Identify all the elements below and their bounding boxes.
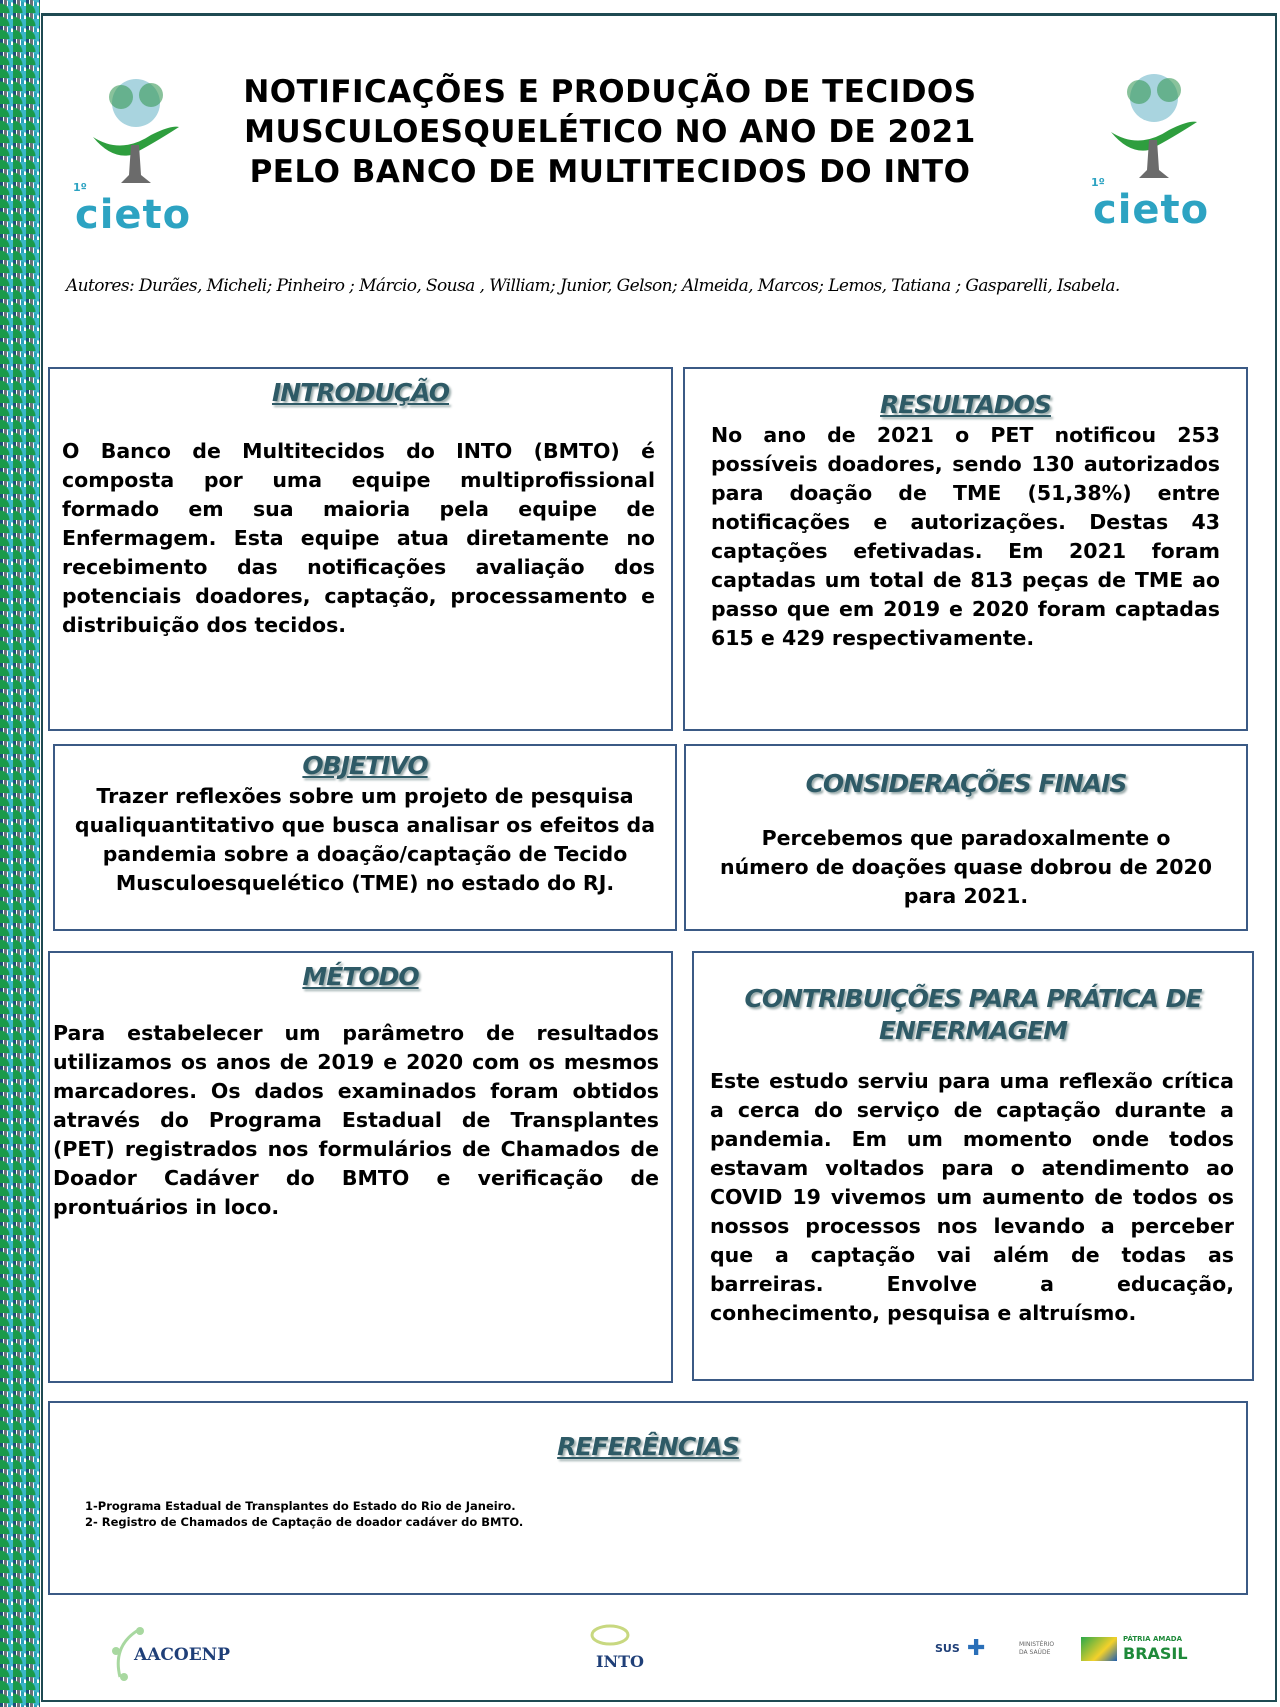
- ring-icon: [590, 1620, 630, 1650]
- aacoenp-logo: AACOENP: [110, 1625, 240, 1685]
- into-logo: INTO: [570, 1620, 670, 1690]
- cross-icon: ✚: [967, 1636, 986, 1661]
- section-heading: CONTRIBUIÇÕES PARA PRÁTICA DE: [744, 984, 1202, 1013]
- section-text: Para estabelecer um parâmetro de resultados utilizamos os anos de 2019 e 2020 com os mesmos marcadores. Os dados examinados foram obtidos através do Programa Estadual de Transplantes (PET) registrados nos formulários de Chamados de Doador Cadáver do BMTO e verificação de prontuários in loco.: [53, 1021, 659, 1219]
- resultados-section: [683, 367, 1248, 731]
- referencias-section: [48, 1401, 1248, 1595]
- section-heading: ENFERMAGEM: [878, 1016, 1068, 1045]
- section-text: O Banco de Multitecidos do INTO (BMTO) é composta por uma equipe multiprofissional formado em sua maioria pela equipe de Enfermagem. Esta equipe atua diretamente no recebimento das notificações avaliação dos potenciais doadores, captação, processamento e distribuição dos tecidos.: [62, 439, 655, 637]
- reference-item: 2- Registro de Chamados de Captação de doador cadáver do BMTO.: [85, 1515, 524, 1529]
- reference-item: 1-Programa Estadual de Transplantes do Estado do Rio de Janeiro.: [85, 1499, 516, 1513]
- brasil-flag-icon: [1081, 1637, 1117, 1661]
- objetivo-section: [53, 744, 677, 931]
- section-heading: REFERÊNCIAS: [557, 1432, 739, 1461]
- section-heading: RESULTADOS: [880, 390, 1051, 419]
- decorative-pattern-stripe: [0, 0, 40, 1707]
- section-heading: INTRODUÇÃO: [271, 378, 449, 407]
- section-heading: OBJETIVO: [302, 751, 428, 780]
- contribuicoes-section: [692, 951, 1254, 1381]
- authors: Autores: Durães, Micheli; Pinheiro ; Márcio, Sousa , William; Junior, Gelson; Almeida, Marcos; Lemos, Tatiana ; Gasparelli, Isabela.: [66, 276, 1120, 296]
- section-text: Percebemos que paradoxalmente o número de doações quase dobrou de 2020 para 2021.: [719, 826, 1213, 908]
- cieto-logo-left: 1º cieto: [71, 75, 201, 235]
- metodo-section: [48, 951, 673, 1383]
- tree-icon: [1109, 70, 1199, 180]
- consideracoes-section: [684, 744, 1248, 931]
- section-text: No ano de 2021 o PET notificou 253 possíveis doadores, sendo 130 autorizados para doação de TME (51,38%) entre notificações e autorizações. Destas 43 captações efetivadas. Em 2021 foram captadas um total de 813 peças de TME ao passo que em 2019 e 2020 foram captadas 615 e 429 respectivamente.: [711, 423, 1220, 650]
- government-logos: SUS ✚ MINISTÉRIO DA SAÚDE PÁTRIA AMADA BRASIL: [935, 1635, 1188, 1663]
- section-text: Trazer reflexões sobre um projeto de pesquisa qualiquantitativo que busca analisar os efeitos da pandemia sobre a doação/captação de Tecido Musculoesquelético (TME) no estado do RJ.: [74, 784, 656, 895]
- cieto-logo-right: 1º cieto: [1089, 70, 1219, 230]
- introducao-section: [48, 367, 673, 731]
- section-heading: MÉTODO: [302, 962, 419, 991]
- section-text: Este estudo serviu para uma reflexão crítica a cerca do serviço de captação durante a pandemia. Em um momento onde todos estavam voltados para o atendimento ao COVID 19 vivemos um aumento de todos os nossos processos nos levando a perceber que a captação vai além de todas as barreiras. Envolve a educação, conhecimento, pesquisa e altruísmo.: [710, 1069, 1234, 1325]
- section-heading: CONSIDERAÇÕES FINAIS: [805, 769, 1127, 798]
- poster-title: NOTIFICAÇÕES E PRODUÇÃO DE TECIDOS MUSCULOESQUELÉTICO NO ANO DE 2021 PELO BANCO DE MULTITECIDOS DO INTO: [243, 74, 977, 190]
- tree-icon: [91, 75, 181, 185]
- references-list: [85, 1498, 523, 1530]
- cieto-wordmark: cieto: [75, 192, 192, 238]
- cieto-wordmark: cieto: [1093, 187, 1210, 233]
